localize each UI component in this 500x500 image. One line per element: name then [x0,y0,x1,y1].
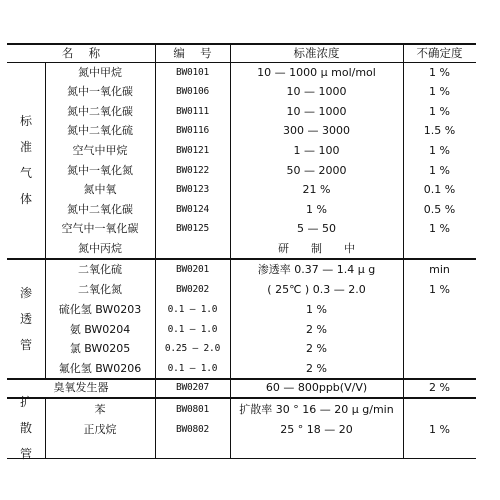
row-name: 氮中一氧化碳 [67,84,133,98]
row-code: BW0106 [175,85,210,97]
row-name: 氯 BW0205 [69,341,131,355]
row-uncertainty [403,359,476,378]
group-label-char: 气 [19,166,32,180]
row-concentration: 扩散率 30 ° 16 — 20 μ g/min [239,402,394,416]
row-uncertainty: 1 % [429,143,450,157]
row-concentration: ( 25℃ ) 0.3 — 2.0 [267,282,366,296]
row-uncertainty: 1 % [429,282,450,296]
group-label-char: 扩 [19,395,32,409]
row-name: 氮中二氧化硫 [67,123,133,137]
group-label-standard-gas [7,62,45,258]
row-code: BW0122 [175,164,210,176]
row-name: 氟化氢 BW0206 [58,361,142,375]
group-label-char: 体 [19,192,32,206]
row-code: BW0121 [175,144,210,156]
group-label-diffusion-tube [7,395,45,461]
row-uncertainty [403,300,476,319]
row-code: 0.1 — 1.0 [167,362,218,374]
row-name: 硫化氢 BW0203 [58,302,142,316]
row-concentration: 10 — 1000 μ mol/mol [257,65,376,79]
row-uncertainty: 1 % [429,422,450,436]
header-uncertainty: 不确定度 [416,46,463,60]
group-label-char: 渗 [19,285,32,300]
row-concentration: 1 % [306,202,327,216]
header-code: 编 号 [173,46,212,60]
row-uncertainty: 0.5 % [423,202,456,216]
row-concentration: 21 % [302,182,331,196]
row-concentration: 10 — 1000 [286,84,347,98]
ozone-row-bottom-rule [7,397,476,399]
group-label-char: 管 [19,447,32,461]
row-code: 0.25 — 2.0 [164,342,221,354]
row-code: 0.1 — 1.0 [167,323,218,335]
row-concentration: 2 % [306,361,327,375]
row-concentration: 1 % [306,302,327,316]
group-label-permeation-tube [7,259,45,378]
row-code: 0.1 — 1.0 [167,303,218,315]
row-name: 正戊烷 [83,422,117,436]
row-uncertainty: min [429,262,450,276]
row-code: BW0124 [175,203,210,215]
row-uncertainty: 1 % [429,65,450,79]
row-code: BW0207 [175,382,210,393]
header-name: 名 称 [61,46,101,60]
row-concentration: 10 — 1000 [286,104,347,118]
row-name: 苯 [94,402,106,416]
row-concentration: 5 — 50 [297,221,336,235]
row-name: 氮中二氧化碳 [67,104,133,118]
row-code: BW0123 [175,183,210,195]
row-uncertainty [403,339,476,358]
row-uncertainty [403,400,476,419]
group-label-char: 标 [19,114,32,128]
row-code: BW0125 [175,222,210,234]
row-code: BW0101 [175,66,210,78]
group-label-char: 散 [19,421,32,435]
row-uncertainty [403,320,476,339]
row-name: 二氧化氮 [78,282,122,296]
row-concentration: 渗透率 0.37 — 1.4 μ g [257,262,376,276]
row-code: BW0202 [175,283,210,295]
row-name: 氮中甲烷 [78,65,122,79]
row-name: 空气中甲烷 [72,143,128,157]
header-concentration: 标准浓度 [293,46,340,60]
row-uncertainty: 1 % [429,84,450,98]
row-name: 氮中丙烷 [78,241,122,255]
row-name: 臭氧发生器 [53,381,109,394]
row-concentration: 研 制 中 [278,241,355,255]
row-uncertainty: 0.1 % [423,182,456,196]
row-uncertainty: 2 % [429,381,450,394]
row-name: 氮中二氧化碳 [67,202,133,216]
row-code: BW0116 [175,124,210,136]
row-name: 氨 BW0204 [69,322,131,336]
row-uncertainty: 1 % [429,221,450,235]
row-concentration: 1 — 100 [293,143,340,157]
group-label-char: 准 [19,140,32,154]
row-name: 二氧化硫 [78,262,122,276]
row-concentration: 50 — 2000 [286,163,347,177]
row-uncertainty: 1 % [429,104,450,118]
row-concentration: 60 — 800ppb(V/V) [265,381,368,394]
row-code [155,239,230,258]
row-concentration: 2 % [306,322,327,336]
row-code: BW0801 [175,403,210,415]
row-name: 氮中一氧化氮 [67,163,133,177]
row-uncertainty: 1.5 % [423,123,456,137]
row-uncertainty: 1 % [429,163,450,177]
row-code: BW0111 [175,105,210,117]
row-code: BW0201 [175,263,210,275]
table-bottom-rule [7,458,476,459]
row-name: 氮中氧 [83,182,117,196]
row-concentration: 2 % [306,341,327,355]
row-uncertainty [403,239,476,258]
group-label-char: 管 [19,337,32,352]
row-name: 空气中一氧化碳 [61,221,139,235]
group-label-char: 透 [19,311,32,326]
row-concentration: 300 — 3000 [283,123,350,137]
row-code: BW0802 [175,423,210,435]
row-concentration: 25 ° 18 — 20 [280,422,353,436]
